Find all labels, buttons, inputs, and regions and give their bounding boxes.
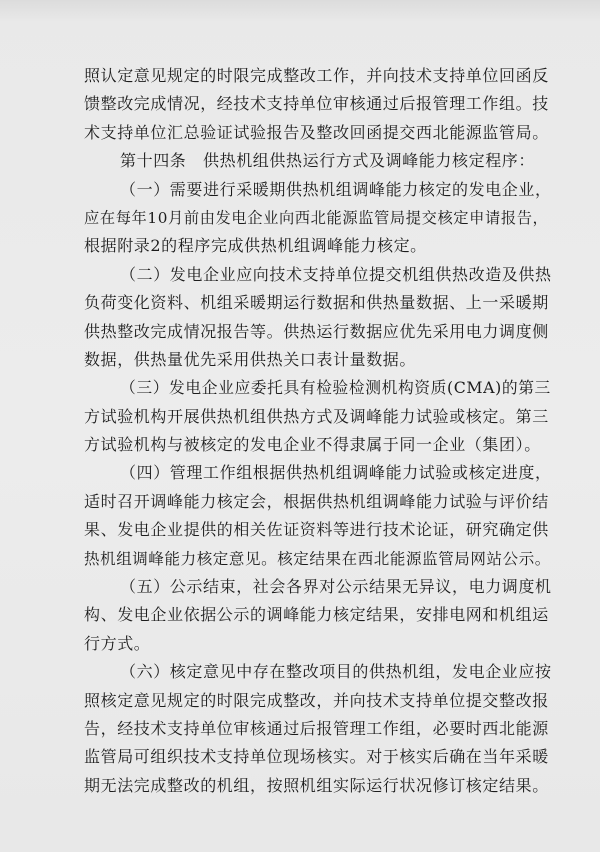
text-line: 术支持单位汇总验证试验报告及整改回函提交西北能源监管局。	[84, 122, 549, 142]
text-line: 照认定意见规定的时限完成整改工作，并向技术支持单位回函反	[84, 66, 549, 85]
text-line: 馈整改完成情况，经技术支持单位审核通过后报管理工作组。技	[84, 94, 549, 114]
text-line: 行方式。	[84, 633, 151, 653]
text-line: 第十四条 供热机组供热运行方式及调峰能力核定程序：	[120, 151, 536, 171]
text-line: （二）发电企业应向技术支持单位提交机组供热改造及供热	[120, 264, 552, 284]
text-line: 期无法完成整改的机组，按照机组实际运行状况修订核定结果。	[84, 775, 549, 795]
text-line: 供热整改完成情况报告等。供热运行数据应优先采用电力调度侧	[84, 321, 549, 341]
document-body	[84, 62, 554, 800]
text-line: （五）公示结束，社会各界对公示结果无异议，电力调度机	[120, 577, 552, 597]
scan-shadow	[0, 0, 600, 22]
text-line: 适时召开调峰能力核定会，根据供热机组调峰能力试验与评价结	[84, 491, 549, 511]
text-line: （三）发电企业应委托具有检验检测机构资质(CMA)的第三	[120, 378, 551, 398]
text-line: 监管局可组织技术支持单位现场核实。对于核实后确在当年采暖	[84, 747, 549, 767]
text-line: 照核定意见规定的时限完成整改，并向技术支持单位提交整改报	[84, 690, 549, 710]
text-line: 方试验机构开展供热机组供热方式及调峰能力试验或核定。第三	[84, 406, 549, 426]
text-line: 数据，供热量优先采用供热关口表计量数据。	[84, 349, 417, 369]
text-line: （六）核定意见中存在整改项目的供热机组，发电企业应按	[120, 662, 552, 682]
text-line: 方试验机构与被核定的发电企业不得隶属于同一企业（集团）。	[84, 435, 541, 455]
text-line: 热机组调峰能力核定意见。核定结果在西北能源监管局网站公示。	[84, 549, 551, 568]
text-line: （一）需要进行采暖期供热机组调峰能力核定的发电企业，	[120, 179, 552, 199]
text-line: 负荷变化资料、机组采暖期运行数据和供热量数据、上一采暖期	[84, 293, 549, 313]
text-line: （四）管理工作组根据供热机组调峰能力试验或核定进度，	[120, 463, 552, 483]
text-line: 构、发电企业依据公示的调峰能力核定结果，安排电网和机组运	[84, 605, 549, 625]
text-line: 告，经技术支持单位审核通过后报管理工作组，必要时西北能源	[84, 718, 549, 738]
text-line: 根据附录2的程序完成供热机组调峰能力核定。	[84, 236, 427, 256]
text-line: 应在每年10月前由发电企业向西北能源监管局提交核定申请报告，	[84, 208, 549, 227]
text-line: 果、发电企业提供的相关佐证资料等进行技术论证，研究确定供	[84, 520, 549, 540]
